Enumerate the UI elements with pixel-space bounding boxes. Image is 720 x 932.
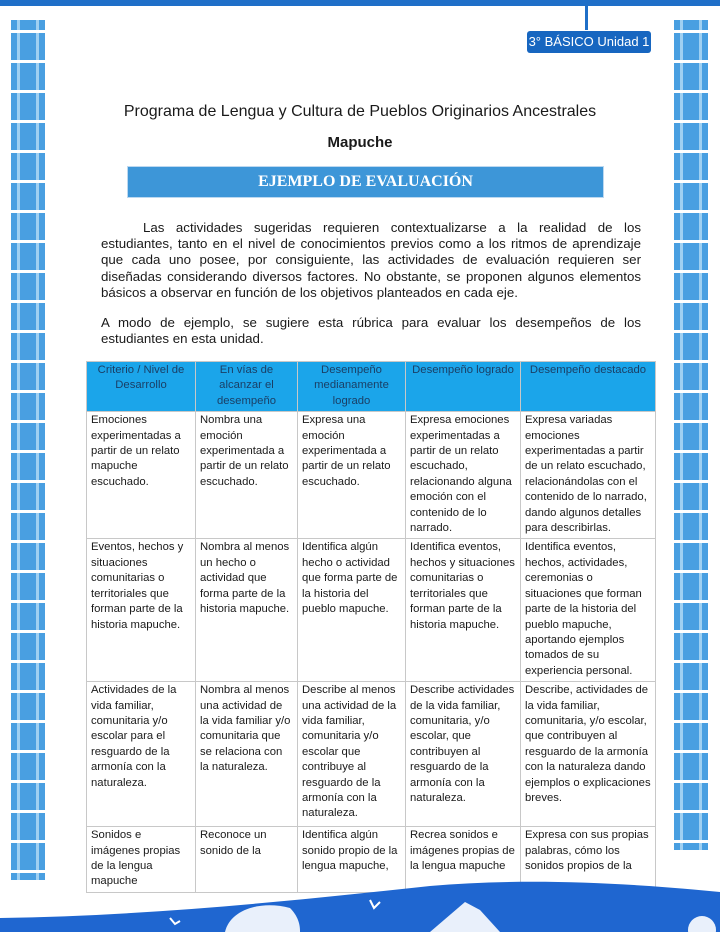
rubric-intro-paragraph: A modo de ejemplo, se sugiere esta rúbrica para evaluar los desempeños de los estudiantes en esta unidad. xyxy=(101,315,641,347)
table-header-row xyxy=(87,362,656,412)
table-cell: Identifica eventos, hechos, actividades, ceremonias o situaciones que forman parte de la historia del pueblo mapuche, aportando ejemplos tomados de su experiencia personal. xyxy=(521,539,656,682)
document-subtitle: Mapuche xyxy=(327,134,393,151)
table-row xyxy=(87,682,656,827)
top-rule xyxy=(0,0,720,6)
table-cell: Recrea sonidos e imágenes propias de la lengua mapuche xyxy=(406,827,521,893)
document-title: Programa de Lengua y Cultura de Pueblos Originarios Ancestrales xyxy=(123,103,597,120)
column-header: Desempeño medianamente logrado xyxy=(298,362,406,412)
table-cell: Nombra al menos un hecho o actividad que forma parte de la historia mapuche. xyxy=(196,539,298,682)
grade-unit-badge: 3° BÁSICO Unidad 1 xyxy=(527,31,651,53)
table-cell: Expresa una emoción experimentada a partir de un relato escuchado. xyxy=(298,412,406,539)
table-cell: Expresa variadas emociones experimentadas a partir de un relato escuchado, relacionándolas con el contenido de lo narrado, dando algunos detalles para describirlas. xyxy=(521,412,656,539)
table-cell: Expresa emociones experimentadas a partir de un relato escuchado, relacionando alguna emoción con el contenido de lo narrado. xyxy=(406,412,521,539)
column-header: Desempeño destacado xyxy=(521,362,656,412)
table-cell: Identifica algún sonido propio de la lengua mapuche, xyxy=(298,827,406,893)
footer-landscape-banner xyxy=(0,880,720,932)
rubric-table xyxy=(86,361,656,893)
table-cell: Nombra al menos una actividad de la vida familiar y/o comunitaria que se relaciona con la naturaleza. xyxy=(196,682,298,827)
table-cell: Eventos, hechos y situaciones comunitarias o territoriales que forman parte de la historia mapuche. xyxy=(87,539,196,682)
table-cell: Identifica algún hecho o actividad que forma parte de la historia del pueblo mapuche. xyxy=(298,539,406,682)
table-cell: Expresa con sus propias palabras, cómo los sonidos propios de la xyxy=(521,827,656,893)
section-banner: EJEMPLO DE EVALUACIÓN xyxy=(128,167,603,197)
table-cell: Nombra una emoción experimentada a partir de un relato escuchado. xyxy=(196,412,298,539)
table-cell: Reconoce un sonido de la xyxy=(196,827,298,893)
table-cell: Emociones experimentadas a partir de un relato mapuche escuchado. xyxy=(87,412,196,539)
table-cell: Describe al menos una actividad de la vida familiar, comunitaria y/o escolar que contribuye al resguardo de la armonía con la naturaleza. xyxy=(298,682,406,827)
column-header: Desempeño logrado xyxy=(406,362,521,412)
column-header: Criterio / Nivel de Desarrollo xyxy=(87,362,196,412)
table-cell: Identifica eventos, hechos y situaciones comunitarias o territoriales que forman parte de la historia mapuche. xyxy=(406,539,521,682)
table-row xyxy=(87,412,656,539)
table-cell: Describe actividades de la vida familiar, comunitaria, y/o escolar, que contribuyen al resguardo de la armonía con la naturaleza. xyxy=(406,682,521,827)
table-cell: Sonidos e imágenes propias de la lengua mapuche xyxy=(87,827,196,893)
column-header: En vías de alcanzar el desempeño xyxy=(196,362,298,412)
table-row xyxy=(87,539,656,682)
top-rule-tab xyxy=(585,6,588,30)
intro-paragraph: Las actividades sugeridas requieren contextualizarse a la realidad de los estudiantes, tanto en el nivel de conocimientos previos como a los ritmos de aprendizaje que cada uno posee, por consiguiente, las actividades de evaluación requieren ser diseñadas considerando diversos factores. No obstante, se proponen algunos elementos básicos a observar en función de los objetivos planteados en cada eje. xyxy=(101,220,641,300)
table-cell: Actividades de la vida familiar, comunitaria y/o escolar para el resguardo de la armonía con la naturaleza. xyxy=(87,682,196,827)
table-cell: Describe, actividades de la vida familiar, comunitaria, y/o escolar, que contribuyen al resguardo de la armonía con la naturaleza dando ejemplos o explicaciones breves. xyxy=(521,682,656,827)
